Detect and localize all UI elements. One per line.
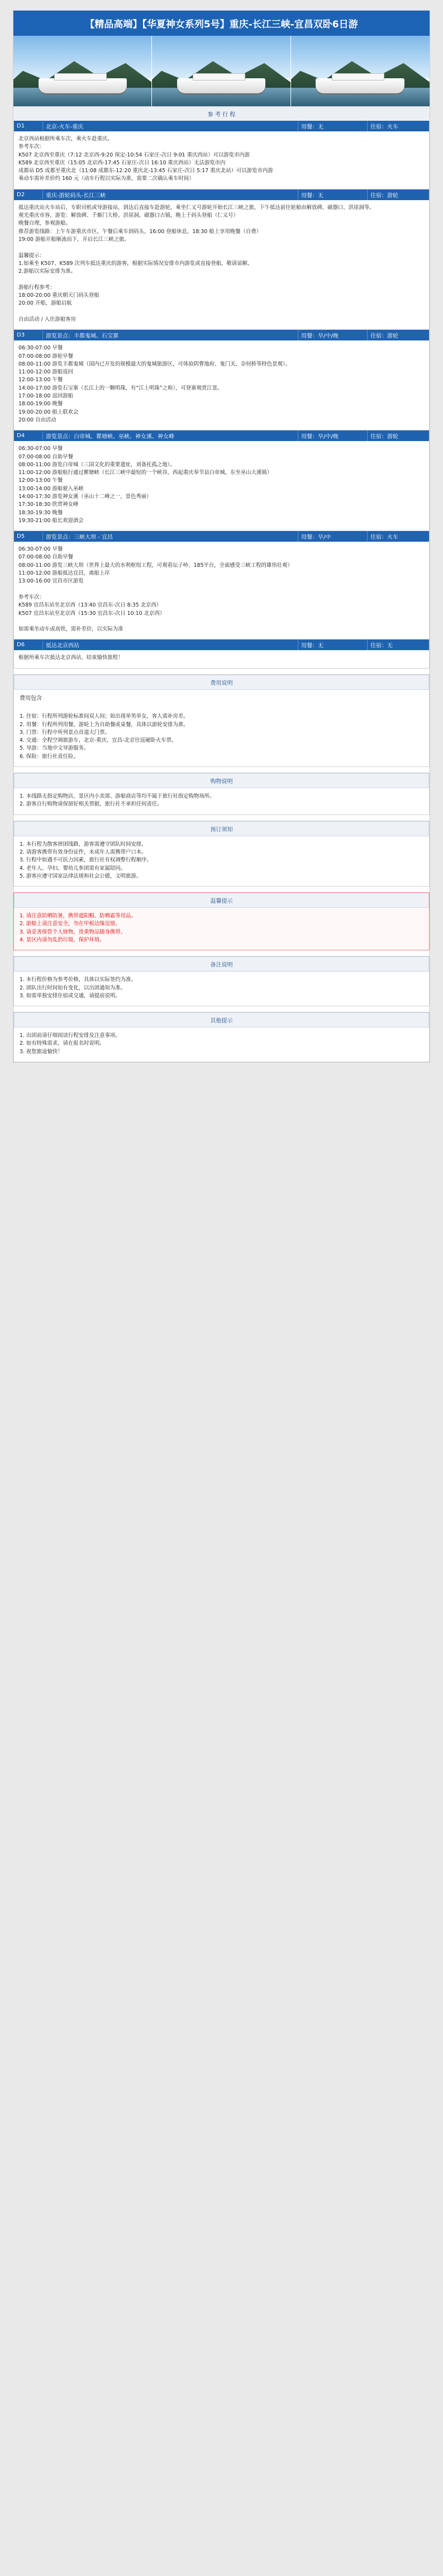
day-section	[13, 121, 430, 190]
day-number: D2	[14, 191, 43, 199]
day-meal: 用餐：早/中	[298, 531, 368, 542]
day-section	[13, 330, 430, 430]
hero-image-3	[291, 36, 430, 106]
shopping-section-header: 购物说明	[14, 773, 429, 788]
day-section	[13, 190, 430, 330]
fee-intro: 费用包含	[20, 695, 42, 702]
day-meal: 用餐：早/中/晚	[298, 330, 368, 340]
day-number: D4	[14, 432, 43, 440]
day-meal: 用餐：无	[298, 640, 368, 650]
day-header-row	[14, 640, 429, 650]
extra-text: 1. 本行程价格为参考价格，具体以实际签约为准。 2. 团队出行时间如有变化，以出团通知为准。 3. 如需单独安排住宿或交通，请提前说明。	[20, 977, 136, 999]
day-stay: 住宿：游轮	[370, 192, 398, 199]
product-title: 【精品高端】【华夏神女系列5号】重庆-长江三峡-宜昌双卧6日游	[13, 11, 430, 36]
day-number: D1	[14, 122, 43, 130]
tips-section-header: 温馨提示	[14, 893, 429, 908]
day-content: 抵达重庆站火车站后，专职司机或导游接站，到达后直接车赴游轮，乘坐仁义号游轮开始长江三峡之旅，下午抵达前往轮船由解放碑、磁器口、洪崖洞等。 观光重庆市容，游览：解放碑、千厮门大桥、洪崖洞、磁器口古镇，晚上于码头登船（仁义号） 晚餐自理，参观游船。 推荐游览线路：上午车游重庆市区，午餐后乘车到码头，16:00 登船休息，18:30 船上享用晚餐（自费） 19:00 游船开船顺流而下，开启长江三峡之旅。 温馨提示： 1.如乘坐 K507、K589 次列车抵达重庆的游客，根据实际情况安排市内游览或直接登船，敬请谅解。 2.游船以实际安排为准。 游船行程参考： 18:00-20:00 重庆朝天门码头登船 20:00 开船，游船启航 自由活动 / 入住游船客房	[18, 204, 375, 323]
day-stay: 住宿：游轮	[370, 434, 398, 441]
tips-text: 1. 请注意防晒防暑，携带遮阳帽、防晒霜等用品。 2. 游船上请注意安全，勿在甲板边缘逗留。 3. 请妥善保管个人财物，贵重物品随身携带。 4. 景区内请勿乱扔垃圾，保护环境。	[20, 913, 136, 943]
day-meal: 用餐：早/中/晚	[298, 430, 368, 441]
day-content: 06:30-07:00 早餐 07:00-08:00 游轮早餐 08:00-11:00 游览丰都鬼城（国内已开发的规模最大的鬼城旅游区，可体验阴曹地府、鬼门关、奈何桥等特色景观）。 11:00-12:00 游船返回 12:00-13:00 午餐 14:00-17:00 游览石宝寨（长江上的一颗明珠，有“江上明珠”之称），可登寨观赏江景。 17:00-18:00 返回游船 18:00-19:00 晚餐 19:00-20:00 船上联欢会 20:00 自由活动	[18, 345, 290, 423]
itinerary-card	[13, 10, 430, 1063]
day-route: 抵达北京西站	[43, 640, 298, 650]
day-section	[13, 640, 430, 668]
day-route: 游览景点：丰都鬼城、石宝寨	[43, 330, 298, 340]
day-content: 06:30-07:00 早餐 07:00-08:00 自助早餐 08:00-11:00 游览三峡大坝（世界上最大的水利枢纽工程，可观看坛子岭、185平台，全面感受三峡工程的雄伟壮观） 11:00-12:00 游船抵达宜昌，离船上岸 13:00-16:00 宜昌市区游览 参考车次： K589 宜昌东站至北京西（13:40 宜昌东-次日 8:35 北京西） K507 宜昌东站至北京西（15:30 宜昌东-次日 10:10 北京西） 如需乘坐动车或高铁，需补差价，以实际为准	[18, 546, 293, 633]
day-number: D6	[14, 641, 43, 649]
reference-itinerary-header: 参 考 行 程	[13, 106, 430, 121]
day-route: 重庆-游轮码头-长江三峡	[43, 190, 298, 200]
final-section-header: 其他提示	[14, 1012, 429, 1027]
day-header-row	[14, 330, 429, 340]
day-route: 游览景点：三峡大坝 - 宜昌	[43, 531, 298, 542]
day-section	[13, 430, 430, 531]
day-header-row	[14, 430, 429, 441]
day-number: D3	[14, 331, 43, 339]
hero-gallery	[13, 36, 430, 106]
day-route: 北京-火车-重庆	[43, 121, 298, 131]
day-content: 06:30-07:00 早餐 07:00-08:00 自助早餐 08:00-11:00 游览白帝城（三国文化的重要遗址，刘备托孤之地）。 11:00-12:00 游船航行通过瞿塘峡（长江三峡中最短的一个峡谷，西起重庆奉节县白帝城，东至巫山大溪镇） 12:00-13:00 午餐 13:00-14:00 游船驶入巫峡 14:00-17:30 游览神女溪（巫山十二峰之一，景色秀丽） 17:30-18:30 欣赏神女峰 18:30-19:30 晚餐 19:30-21:00 船长欢迎酒会	[18, 446, 273, 524]
shopping-text: 1. 本线路无指定购物店，景区内小卖部、游船商店等均不属于旅行社指定购物场所。 2. 游客自行购物请保留好相关票据，旅行社不承担任何责任。	[20, 793, 215, 808]
hero-image-1	[13, 36, 152, 106]
day-header-row	[14, 190, 429, 200]
day-content: 根据所乘车次抵达北京西站，结束愉快旅程！	[18, 655, 123, 661]
fee-text: 1. 住宿：行程所列游轮标准间双人间；如出现单男单女，客人需补房差。 2. 用餐：行程所列用餐，游轮上为自助餐或桌餐，具体以游轮安排为准。 3. 门票：行程中所列景点首道大门票。 4. 交通：全程空调旅游车，北京-重庆、宜昌-北京往返硬卧火车票。 5. 导游：当地中文导游服务。 6. 保险：旅行社责任险。	[20, 713, 189, 760]
day-meal: 用餐：无	[298, 121, 368, 131]
day-meal: 用餐：无	[298, 190, 368, 200]
day-stay: 住宿：火车	[370, 534, 398, 541]
notice-section-header: 预订须知	[14, 821, 429, 836]
day-route: 游览景点：白帝城、瞿塘峡、巫峡、神女溪、神女峰	[43, 430, 298, 441]
hero-image-2	[152, 36, 290, 106]
day-stay: 住宿：游轮	[370, 333, 398, 340]
day-stay: 住宿：无	[370, 643, 393, 650]
day-header-row	[14, 531, 429, 542]
final-text: 1. 出团前请仔细阅读行程安排及注意事项。 2. 如有特殊需求，请在报名时说明。 3. 祝您旅途愉快！	[20, 1033, 121, 1055]
day-header-row	[14, 121, 429, 131]
day-stay: 住宿：火车	[370, 124, 398, 130]
extra-section-header: 备注说明	[14, 956, 429, 972]
fee-section-header: 费用说明	[14, 675, 429, 690]
day-section	[13, 531, 430, 640]
day-number: D5	[14, 532, 43, 541]
notice-text: 1. 本行程为散客拼团线路，游客需遵守团队时间安排。 2. 请游客携带有效身份证件，未成年人需携带户口本。 3. 行程中如遇不可抗力因素，旅行社有权调整行程顺序。 4. 老年人、孕妇、婴幼儿参团需有家属陪同。 5. 游客应遵守国家法律法规和社会公德，文明旅游。	[20, 841, 152, 879]
day-content: 北京西站根据所乘车次，乘火车赴重庆。 参考车次： K507 北京西至重庆（7:12 北京西-9:20 保定-10:54 石家庄-次日 9:01 重庆西站）可以游览市内游 K589 北京西至重庆（15:05 北京西-17:45 石家庄-次日 16:10 重庆西站）无法游览市内 成都站 D5 成都至重庆北（11:08 成都东-12:20 重庆北-13:45 石家庄-次日 5:17 重庆北站）可以游览市内游 乘动车需补差价约 160 元（动车行程以实际为准，需要二次确认乘车时间）	[18, 136, 273, 182]
